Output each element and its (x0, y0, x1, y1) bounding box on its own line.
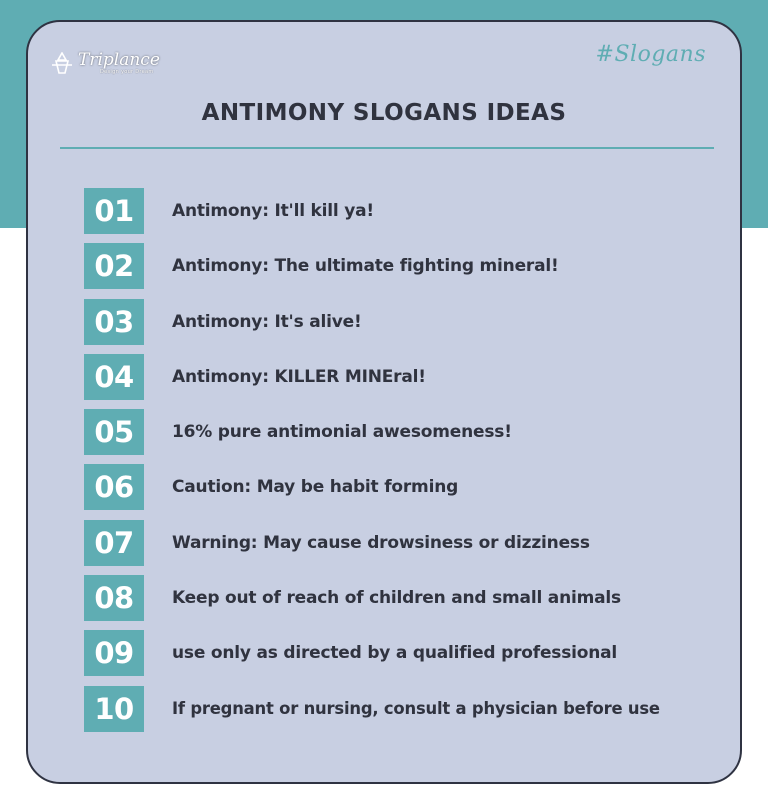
slogan-text: use only as directed by a qualified professional (172, 643, 618, 664)
title-divider (60, 147, 714, 149)
page-title: ANTIMONY SLOGANS IDEAS (201, 100, 567, 126)
slogan-text: Antimony: It's alive! (172, 311, 362, 332)
brand-tagline: Design your Dream (100, 68, 154, 75)
slogan-number: 09 (84, 630, 144, 676)
slogan-number: 06 (84, 464, 144, 510)
brand-logo (50, 48, 160, 78)
hashtag-label: #Slogans (595, 42, 706, 67)
slogan-number: 05 (84, 409, 144, 455)
slogan-text: Antimony: The ultimate fighting mineral! (172, 256, 559, 277)
slogan-number: 02 (84, 243, 144, 289)
slogan-number: 03 (84, 299, 144, 345)
slogan-card (26, 20, 742, 784)
brand-name: Triplance (78, 49, 160, 70)
slogan-number: 07 (84, 520, 144, 566)
slogan-number: 04 (84, 354, 144, 400)
slogan-text: Antimony: KILLER MINEral! (172, 366, 426, 387)
slogan-text: Antimony: It'll kill ya! (172, 201, 374, 221)
slogan-text: Warning: May cause drowsiness or dizziness (172, 532, 590, 553)
slogan-number: 10 (84, 686, 144, 732)
slogan-number: 08 (84, 575, 144, 621)
slogan-text: Caution: May be habit forming (172, 477, 459, 498)
tower-icon (50, 52, 74, 74)
slogan-text: 16% pure antimonial awesomeness! (172, 422, 512, 443)
slogan-text: If pregnant or nursing, consult a physician before use (172, 699, 660, 719)
slogan-text: Keep out of reach of children and small animals (172, 588, 621, 609)
slogan-number: 01 (84, 188, 144, 234)
